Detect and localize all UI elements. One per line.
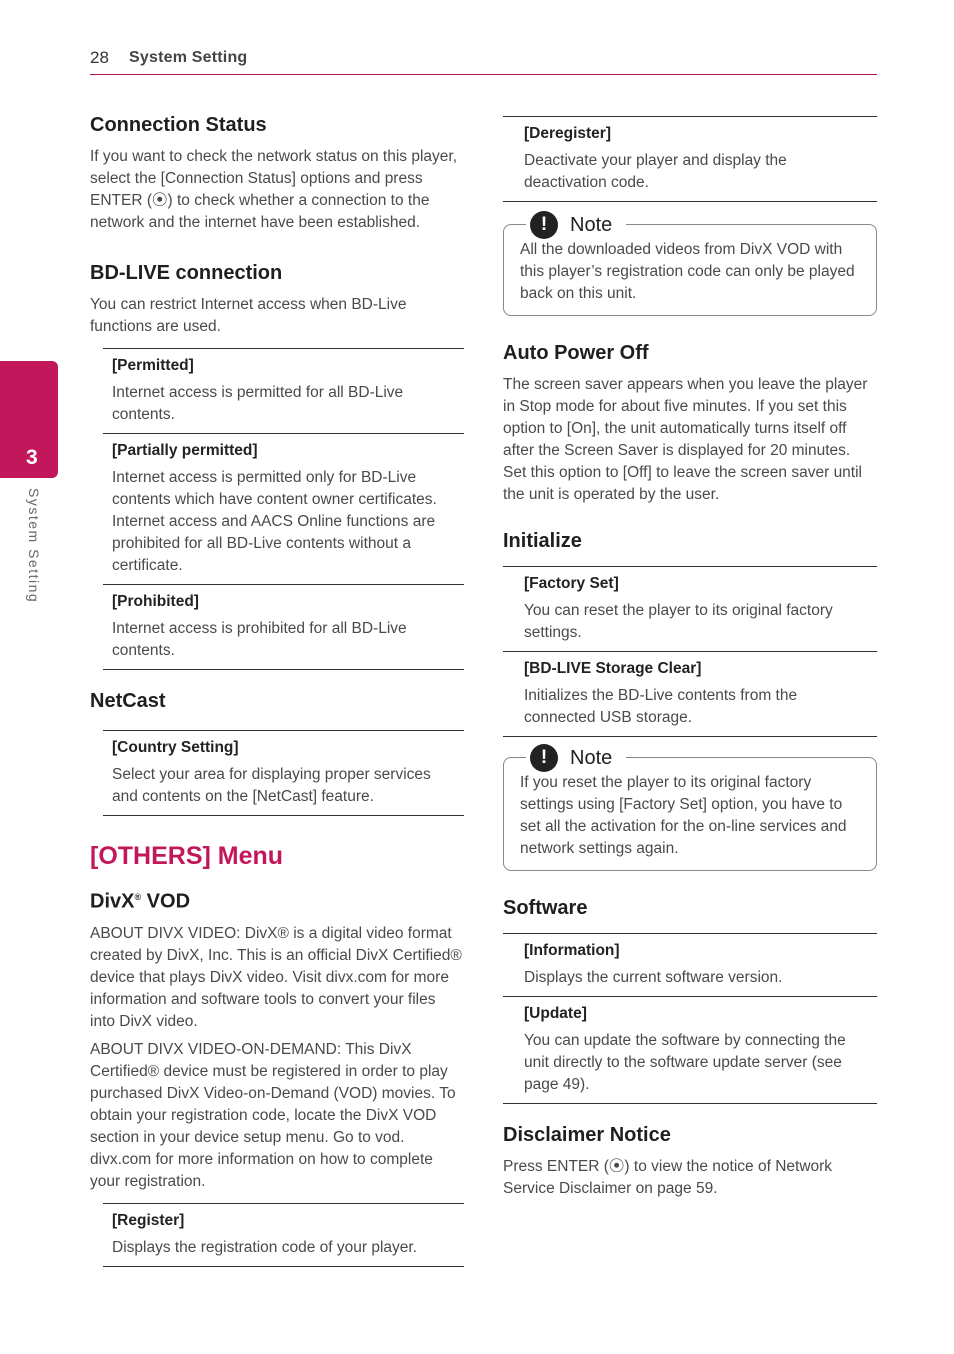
auto-power-off-heading: Auto Power Off xyxy=(503,342,649,364)
option-title: [Country Setting] xyxy=(112,739,239,756)
option-register xyxy=(103,1204,464,1266)
software-section xyxy=(503,895,877,1104)
disclaimer-text: Press ENTER (⦿) to view the notice of Network Service Disclaimer on page 59. xyxy=(503,1158,833,1197)
option-description: Internet access is prohibited for all BD-Live contents. xyxy=(112,620,407,659)
option-description: Deactivate your player and display the deactivation code. xyxy=(524,152,787,191)
divx-brand: DivX xyxy=(90,890,135,913)
option-description: Select your area for displaying proper services and contents on the [NetCast] feature. xyxy=(112,766,431,805)
initialize-section xyxy=(503,528,877,737)
option-title: [Permitted] xyxy=(112,357,194,374)
bd-live-text: You can restrict Internet access when BD-Live functions are used. xyxy=(90,296,407,335)
option-factory-set xyxy=(503,567,877,651)
bd-live-heading: BD-LIVE connection xyxy=(90,262,283,284)
netcast-options xyxy=(103,730,464,816)
divx-about-vod: ABOUT DIVX VIDEO-ON-DEMAND: This DivX Certified® device must be registered in order to play purchased DivX Video-on-Demand (VOD) movies. To obtain your registration code, locate the DivX VOD section in your device setup menu. Go to vod. divx.com for more information on how to complete your registration. xyxy=(90,1040,456,1190)
exclamation-icon: ! xyxy=(530,744,558,772)
option-partially-permitted xyxy=(103,433,464,584)
option-deregister xyxy=(503,117,877,201)
initialize-heading: Initialize xyxy=(503,530,582,552)
option-title: [Factory Set] xyxy=(524,575,619,592)
registered-mark: ® xyxy=(134,892,142,902)
note-label: Note xyxy=(570,213,613,236)
connection-status-heading: Connection Status xyxy=(90,114,267,136)
note-text: If you reset the player to its original factory settings using [Factory Set] option, you have to set all the activation for the on-line services and network settings again. xyxy=(520,774,847,857)
divx-vod-suffix: VOD xyxy=(141,890,191,913)
note-text: All the downloaded videos from DivX VOD with this player’s registration code can only be played back on this unit. xyxy=(520,241,855,302)
option-description: You can reset the player to its original factory settings. xyxy=(524,602,833,641)
option-title: [Register] xyxy=(112,1211,185,1229)
page-number: 28 xyxy=(90,48,109,67)
option-prohibited xyxy=(103,584,464,669)
bd-live-options xyxy=(103,348,464,670)
option-title: [Partially permitted] xyxy=(112,442,258,459)
header-rule xyxy=(90,74,877,75)
note-header xyxy=(526,744,626,772)
chapter-label: System Setting xyxy=(26,488,42,604)
option-title: [Update] xyxy=(524,1005,587,1022)
initialize-options xyxy=(503,566,877,737)
option-description: Displays the registration code of your player. xyxy=(112,1238,417,1256)
section-title: System Setting xyxy=(129,49,248,66)
option-information xyxy=(503,934,877,996)
divx-vod-heading xyxy=(90,884,464,915)
note-box-factory-set xyxy=(503,746,877,871)
option-title: [Prohibited] xyxy=(112,593,199,610)
option-update xyxy=(503,996,877,1103)
option-description: Internet access is permitted only for BD-Live contents which have content owner certificates. Internet access and AACS Online functions are prohibited for all BD-Live contents without a certificate. xyxy=(112,469,437,574)
left-column xyxy=(90,112,464,1285)
bd-live-section xyxy=(90,260,464,670)
option-permitted xyxy=(103,349,464,433)
deregister-options xyxy=(503,116,877,202)
auto-power-off-section xyxy=(503,340,877,506)
divx-options xyxy=(103,1203,464,1267)
chapter-number: 3 xyxy=(26,446,38,469)
note-header xyxy=(526,211,626,239)
option-description: You can update the software by connecting the unit directly to the software update server (see page 49). xyxy=(524,1032,846,1093)
option-description: Initializes the BD-Live contents from the connected USB storage. xyxy=(524,687,798,726)
auto-power-off-text: The screen saver appears when you leave the player in Stop mode for about five minutes. If you set this option to [On], the unit automatically turns itself off after the Screen Saver is displayed for 20 minutes. Set this option to [Off] to leave the screen saver until the unit is operated by the user. xyxy=(503,376,868,503)
connection-status-text: If you want to check the network status on this player, select the [Connection Status] options and press ENTER (⦿) to check whether a connection to the network and the internet have been established. xyxy=(90,148,458,231)
option-country-setting xyxy=(103,731,464,815)
right-column xyxy=(503,116,877,1218)
note-label: Note xyxy=(570,746,613,769)
software-heading: Software xyxy=(503,897,588,919)
option-title: [BD-LIVE Storage Clear] xyxy=(524,660,702,677)
option-description: Displays the current software version. xyxy=(524,969,783,986)
disclaimer-heading: Disclaimer Notice xyxy=(503,1124,671,1146)
software-options xyxy=(503,933,877,1104)
disclaimer-section xyxy=(503,1122,877,1200)
others-menu-heading: [OTHERS] Menu xyxy=(90,842,284,870)
option-bd-live-storage-clear xyxy=(503,651,877,736)
exclamation-icon: ! xyxy=(530,211,558,239)
option-title: [Deregister] xyxy=(524,125,611,142)
note-box-divx xyxy=(503,213,877,316)
option-description: Internet access is permitted for all BD-Live contents. xyxy=(112,384,404,423)
option-title: [Information] xyxy=(524,942,620,959)
netcast-section xyxy=(90,688,464,816)
netcast-heading: NetCast xyxy=(90,690,166,712)
divx-vod-section xyxy=(90,884,464,1267)
divx-about-video: ABOUT DIVX VIDEO: DivX® is a digital video format created by DivX, Inc. This is an official DivX Certified® device that plays DivX video. Visit divx.com for more information and software tools to convert your files into DivX video. xyxy=(90,924,462,1030)
connection-status-section xyxy=(90,112,464,234)
